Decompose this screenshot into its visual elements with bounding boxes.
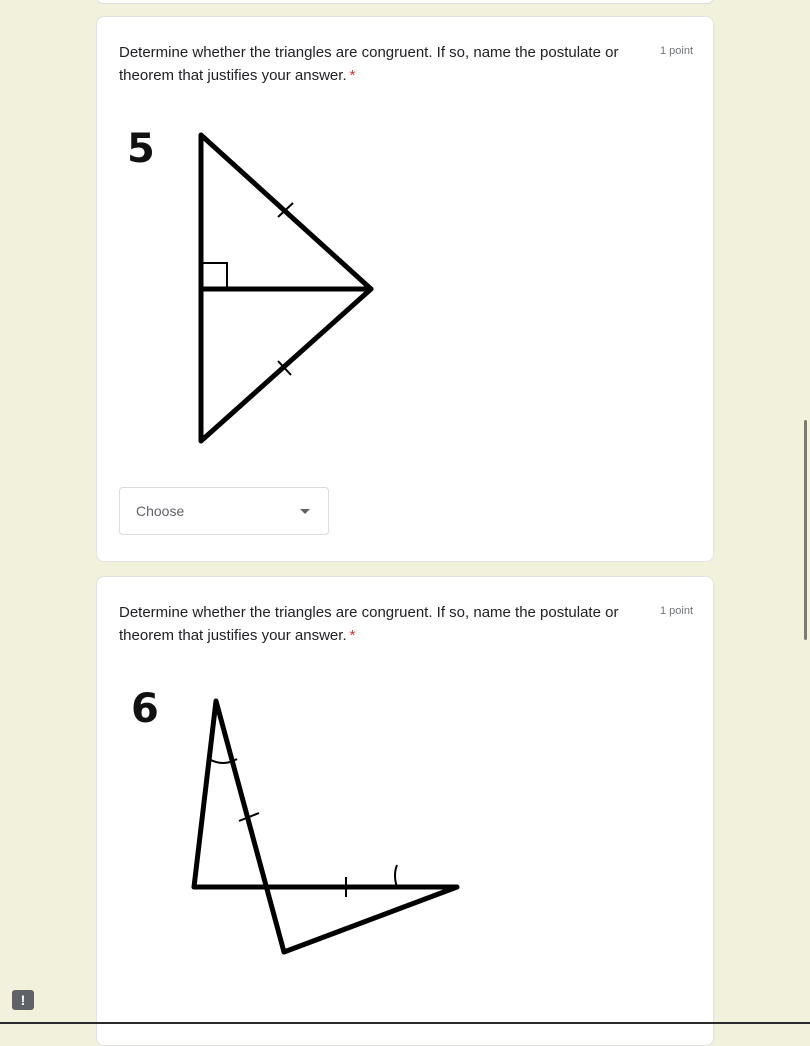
report-feedback-button[interactable]: ! (12, 990, 34, 1010)
question-card-5 (96, 16, 714, 562)
question-text (119, 41, 639, 87)
triangle-figure-6 (97, 687, 715, 957)
question-text (119, 601, 639, 647)
question-header (119, 601, 693, 647)
right-angle-marker (201, 263, 227, 289)
question-card-6 (96, 576, 714, 1046)
points-label: 1 point (659, 45, 693, 57)
figure-number: 5 (127, 126, 155, 172)
previous-question-card (96, 0, 714, 4)
upper-triangle-left-side (194, 701, 284, 952)
points-label: 1 point (659, 605, 693, 617)
lower-triangle-sides (194, 887, 457, 952)
question-text-body: Determine whether the triangles are congruent. If so, name the postulate or theorem that justifies your answer. (119, 604, 619, 644)
required-asterisk: * (349, 67, 356, 84)
figure-number: 6 (131, 686, 159, 732)
question-text-body: Determine whether the triangles are congruent. If so, name the postulate or theorem that justifies your answer. (119, 44, 619, 84)
dropdown-selected-value: Choose (136, 503, 185, 519)
dropdown-arrow-icon (300, 509, 310, 514)
required-asterisk: * (349, 627, 356, 644)
question-header (119, 41, 693, 87)
angle-arc-right (395, 865, 397, 887)
answer-dropdown[interactable] (119, 487, 329, 535)
triangle-figure-5 (97, 117, 715, 457)
scrollbar[interactable] (804, 420, 807, 640)
